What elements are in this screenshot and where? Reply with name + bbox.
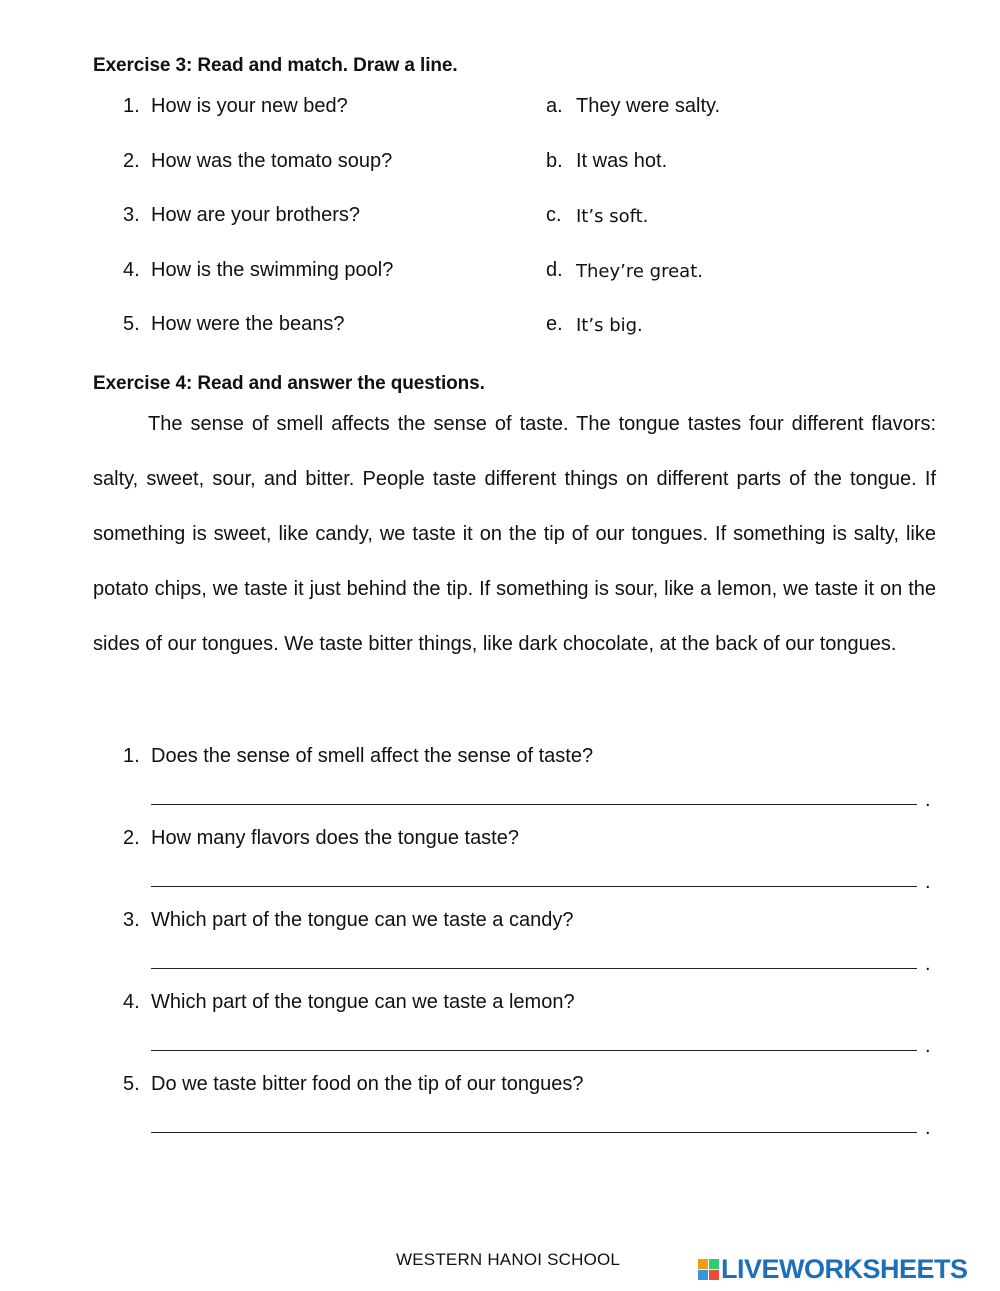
answer-text: It was hot.: [576, 150, 668, 172]
logo-blocks-icon: [698, 1259, 719, 1280]
question-number: 2.: [123, 150, 140, 172]
answer-line-1[interactable]: [151, 804, 917, 805]
logo-block: [709, 1259, 719, 1269]
question-text: How many flavors does the tongue taste?: [151, 827, 519, 849]
reading-passage: The sense of smell affects the sense of taste. The tongue tastes four different flavors: salty, sweet, sour, and bitter. People taste different things on different parts of the tongue. If something is sweet, like candy, we taste it on the tip of our tongues. If something is salty, like potato chips, we taste it just behind the tip. If something is sour, like a lemon, we taste it on the sides of our tongues. We taste bitter things, like dark chocolate, at the back of our tongues.: [93, 413, 936, 655]
question-number: 4.: [123, 259, 140, 281]
exercise4-heading: Exercise 4: Read and answer the questions.: [93, 373, 485, 394]
answer-text: It’s soft.: [576, 206, 649, 227]
answer-text: It’s big.: [576, 315, 643, 336]
question-text: How was the tomato soup?: [151, 150, 393, 172]
question-number: 5.: [123, 313, 140, 335]
question-text: How are your brothers?: [151, 204, 360, 226]
question-text: Do we taste bitter food on the tip of our tongues?: [151, 1073, 584, 1095]
answer-line-4[interactable]: [151, 1050, 917, 1051]
line-end-period: .: [925, 953, 931, 975]
question-text: Which part of the tongue can we taste a candy?: [151, 909, 574, 931]
line-end-period: .: [925, 1117, 931, 1139]
answer-letter: b.: [546, 150, 563, 172]
line-end-period: .: [925, 789, 931, 811]
question-number: 3.: [123, 204, 140, 226]
line-end-period: .: [925, 871, 931, 893]
liveworksheets-logo[interactable]: [698, 1254, 968, 1285]
answer-letter: d.: [546, 259, 563, 281]
question-number: 3.: [123, 909, 140, 931]
answer-line-5[interactable]: [151, 1132, 917, 1133]
answer-letter: c.: [546, 204, 562, 226]
school-name: WESTERN HANOI SCHOOL: [396, 1250, 621, 1269]
answer-line-3[interactable]: [151, 968, 917, 969]
question-text: Does the sense of smell affect the sense of taste?: [151, 745, 594, 767]
question-text: How is your new bed?: [151, 95, 348, 117]
answer-line-2[interactable]: [151, 886, 917, 887]
question-text: How were the beans?: [151, 313, 345, 335]
logo-block: [698, 1270, 708, 1280]
exercise3-heading: Exercise 3: Read and match. Draw a line.: [93, 55, 458, 76]
answer-text: They’re great.: [576, 261, 703, 282]
question-text: How is the swimming pool?: [151, 259, 394, 281]
question-number: 4.: [123, 991, 140, 1013]
question-number: 2.: [123, 827, 140, 849]
question-number: 5.: [123, 1073, 140, 1095]
answer-text: They were salty.: [576, 95, 721, 117]
logo-block: [709, 1270, 719, 1280]
question-number: 1.: [123, 745, 140, 767]
answer-letter: a.: [546, 95, 563, 117]
logo-text: LIVEWORKSHEETS: [721, 1254, 968, 1284]
question-number: 1.: [123, 95, 140, 117]
answer-letter: e.: [546, 313, 563, 335]
question-text: Which part of the tongue can we taste a lemon?: [151, 991, 575, 1013]
line-end-period: .: [925, 1035, 931, 1057]
logo-block: [698, 1259, 708, 1269]
